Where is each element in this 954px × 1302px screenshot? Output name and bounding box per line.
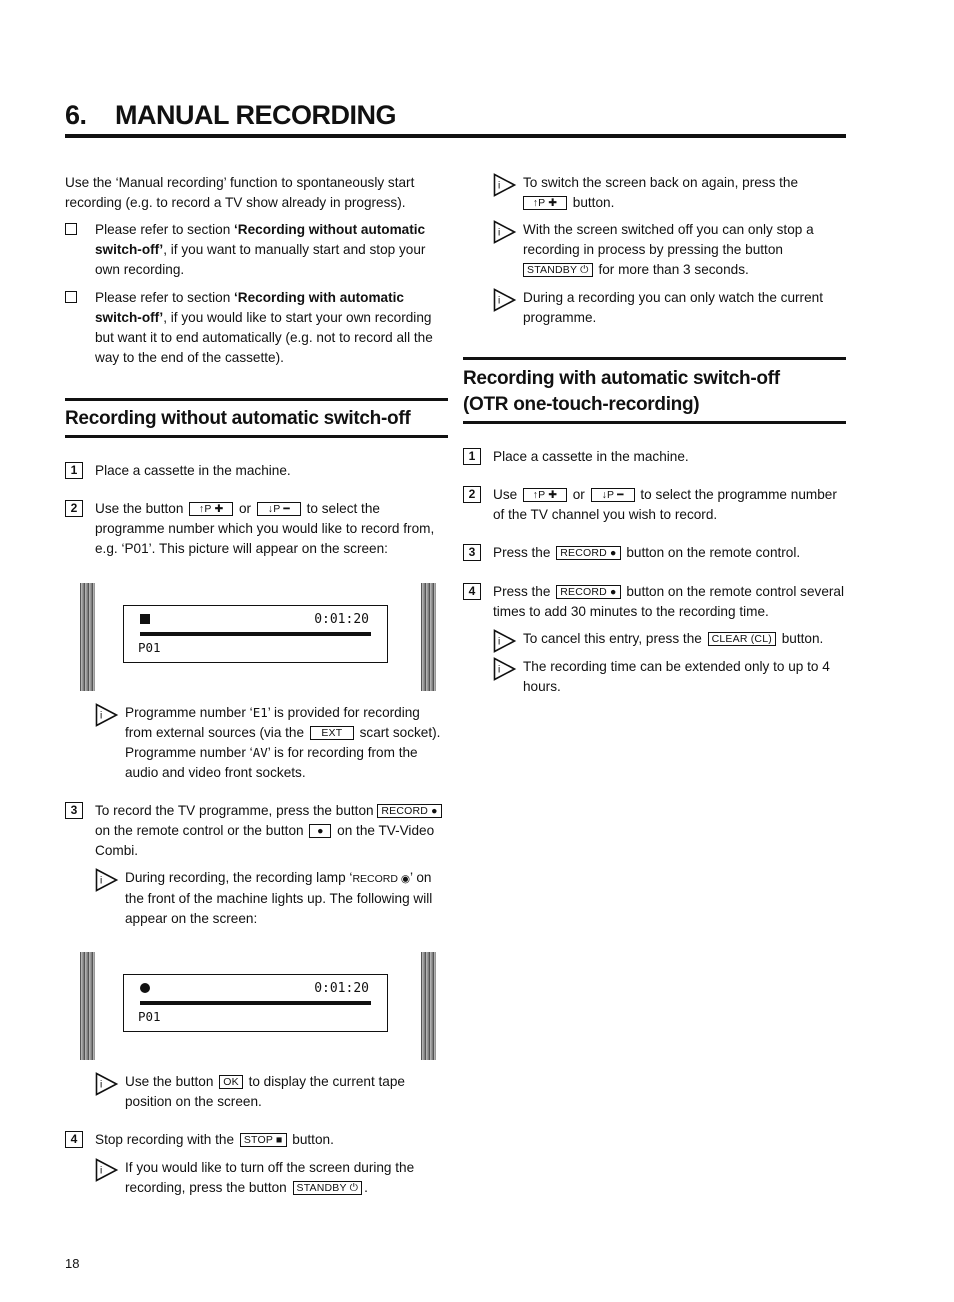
program-down-button-label: ↓P ━ (591, 488, 635, 502)
chapter-number: 6. (65, 100, 87, 130)
osd-divider (140, 632, 371, 636)
info-icon (95, 868, 119, 892)
clear-button-label: CLEAR (CL) (708, 632, 776, 646)
osd-programme: P01 (138, 640, 161, 655)
step-number: 1 (463, 448, 481, 465)
svg-text:i: i (498, 636, 501, 648)
svg-text:i: i (498, 295, 501, 307)
step-number: 4 (65, 1131, 83, 1148)
stop-icon (140, 614, 150, 624)
step-number: 2 (463, 486, 481, 503)
section-heading: Recording with automatic switch-off (OTR one-touch-recording) (463, 368, 780, 415)
info-note: i During a recording you can only watch the current programme. (493, 288, 846, 328)
section-rule (463, 357, 846, 360)
info-icon (95, 1158, 119, 1182)
screen-bezel (80, 583, 95, 691)
intro-paragraph: Use the ‘Manual recording’ function to spontaneously start recording (e.g. to record a TV show already in progress). (65, 175, 415, 210)
record-button-label: RECORD ● (377, 804, 441, 818)
step-2: 2 Use ↑P ✚ or ↓P ━ to select the programme number of the TV channel you wish to record. (463, 485, 846, 525)
osd-time: 0:01:20 (314, 612, 369, 627)
screen-bezel (80, 952, 95, 1060)
program-down-button-label: ↓P ━ (257, 502, 301, 516)
page-number: 18 (65, 1256, 80, 1271)
step-4: 4 Stop recording with the STOP ■ button. (65, 1130, 447, 1150)
osd-programme: P01 (138, 1009, 161, 1024)
svg-text:i: i (100, 1165, 103, 1177)
svg-text:i: i (498, 227, 501, 239)
osd-screen-stopped (80, 583, 436, 691)
program-up-button-label: ↑P ✚ (189, 502, 233, 516)
step-1: 1 Place a cassette in the machine. (65, 461, 447, 481)
ext-button-label: EXT (310, 726, 354, 740)
osd-display (123, 974, 388, 1032)
checkbox-icon (65, 291, 77, 303)
info-note: i During recording, the recording lamp ‘RECORD ◉’ on the front of the machine lights up. The following will appear on the screen: (95, 868, 447, 929)
osd-display (123, 605, 388, 663)
svg-text:i: i (100, 710, 103, 722)
info-note: i To switch the screen back on again, press the ↑P ✚ button. (493, 173, 846, 213)
record-dot-icon (140, 983, 150, 993)
section-heading: Recording without automatic switch-off (65, 408, 411, 429)
info-note: i Programme number ‘E1’ is provided for recording from external sources (via the EXT scart socket). Programme number ‘AV’ is for recording from the audio and video front sockets. (95, 703, 447, 783)
bullet-item: Please refer to section ‘Recording without automatic switch-off’, if you want to manually start and stop your own recording. (65, 220, 447, 280)
stop-button-label: STOP ■ (240, 1133, 287, 1147)
info-icon (95, 1072, 119, 1096)
svg-text:i: i (100, 1079, 103, 1091)
record-dot-button-label: ● (309, 824, 331, 838)
chapter-title: MANUAL RECORDING (115, 100, 396, 130)
screen-bezel (421, 583, 436, 691)
svg-text:i: i (498, 180, 501, 192)
osd-screen-recording (80, 952, 436, 1060)
info-icon (493, 288, 517, 312)
info-note: i If you would like to turn off the screen during the recording, press the button STANDBY ⏻ . (95, 1158, 447, 1198)
section-rule (65, 398, 448, 401)
page-title (65, 98, 846, 138)
bullet-item: Please refer to section ‘Recording with automatic switch-off’, if you would like to start your own recording but want it to end automatically (e.g. not to record all the way to the end of the cassette). (65, 288, 447, 368)
step-4: 4 Press the RECORD ● button on the remote control several times to add 30 minutes to the recording time. (463, 582, 846, 622)
section-rule (463, 421, 846, 424)
info-icon (95, 703, 119, 727)
info-icon (493, 173, 517, 197)
record-lamp-label: RECORD ◉ (352, 873, 411, 885)
step-number: 1 (65, 462, 83, 479)
step-number: 3 (65, 802, 83, 819)
info-note: i With the screen switched off you can only stop a recording in process by pressing the button STANDBY ⏻ for more than 3 seconds. (493, 220, 846, 280)
step-number: 3 (463, 544, 481, 561)
info-icon (493, 629, 517, 653)
info-note: i The recording time can be extended only to up to 4 hours. (493, 657, 846, 697)
program-up-button-label: ↑P ✚ (523, 196, 567, 210)
osd-time: 0:01:20 (314, 981, 369, 996)
step-number: 4 (463, 583, 481, 600)
standby-button-label: STANDBY ⏻ (293, 1181, 363, 1195)
step-1: 1 Place a cassette in the machine. (463, 447, 846, 467)
step-2: 2 Use the button ↑P ✚ or ↓P ━ to select the programme number which you would like to record from, e.g. ‘P01’. This picture will appear on the screen: (65, 499, 447, 559)
svg-text:i: i (498, 664, 501, 676)
record-button-label: RECORD ● (556, 585, 620, 599)
section-rule (65, 435, 448, 438)
step-3: 3 Press the RECORD ● button on the remote control. (463, 543, 846, 563)
step-number: 2 (65, 500, 83, 517)
info-icon (493, 220, 517, 244)
record-button-label: RECORD ● (556, 546, 620, 560)
info-note: i Use the button OK to display the current tape position on the screen. (95, 1072, 447, 1112)
svg-text:i: i (100, 875, 103, 887)
info-note: i To cancel this entry, press the CLEAR (CL) button. (493, 629, 846, 649)
program-up-button-label: ↑P ✚ (523, 488, 567, 502)
checkbox-icon (65, 223, 77, 235)
ok-button-label: OK (219, 1075, 243, 1089)
step-3: 3 To record the TV programme, press the button RECORD ● on the remote control or the button ● on the TV-Video Combi. (65, 801, 447, 861)
osd-divider (140, 1001, 371, 1005)
info-icon (493, 657, 517, 681)
screen-bezel (421, 952, 436, 1060)
standby-button-label: STANDBY ⏻ (523, 263, 593, 277)
